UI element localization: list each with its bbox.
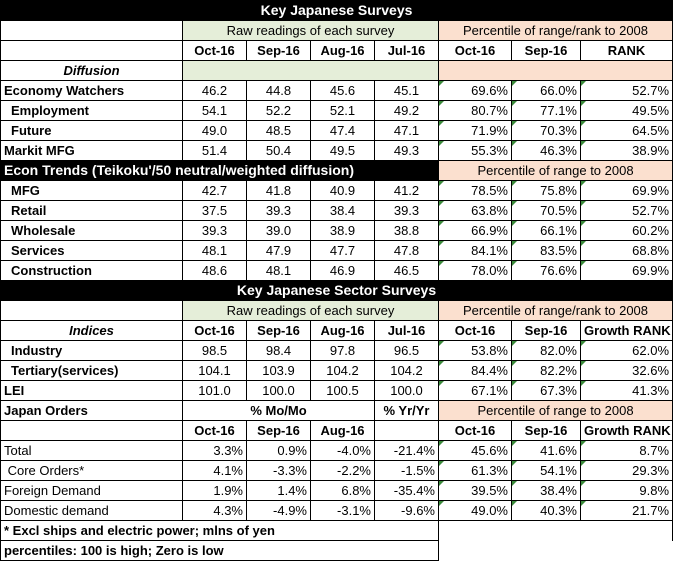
raw-value: 98.4 bbox=[247, 341, 311, 361]
raw-value: 49.3 bbox=[375, 141, 439, 161]
percentile-value: 82.0% bbox=[512, 341, 581, 361]
percentile-value: 38.4% bbox=[512, 481, 581, 501]
raw-value: 46.9 bbox=[311, 261, 375, 281]
raw-value: 0.9% bbox=[247, 441, 311, 461]
raw-value: 1.4% bbox=[247, 481, 311, 501]
shaded-cell bbox=[183, 61, 439, 81]
title-row bbox=[1, 1, 673, 21]
raw-value: -3.3% bbox=[247, 461, 311, 481]
blank-cell bbox=[1, 41, 183, 61]
diffusion-label: Diffusion bbox=[1, 61, 183, 81]
blank-cell bbox=[1, 301, 183, 321]
raw-value: 104.1 bbox=[183, 361, 247, 381]
row-label: Industry bbox=[1, 341, 183, 361]
percentile-value: 69.6% bbox=[439, 81, 512, 101]
percentile-value: 63.8% bbox=[439, 201, 512, 221]
month-header: Aug-16 bbox=[311, 41, 375, 61]
percentile-value: 78.0% bbox=[439, 261, 512, 281]
raw-value: 45.6 bbox=[311, 81, 375, 101]
section-title: Key Japanese Surveys bbox=[1, 1, 673, 21]
percentile-value: 77.1% bbox=[512, 101, 581, 121]
raw-value: 1.9% bbox=[183, 481, 247, 501]
row-label: Construction bbox=[1, 261, 183, 281]
percentile-value: 75.8% bbox=[512, 181, 581, 201]
raw-value: 101.0 bbox=[183, 381, 247, 401]
orders-data-row bbox=[1, 501, 673, 521]
percentile-col-header: Sep-16 bbox=[512, 421, 581, 441]
raw-value: -3.1% bbox=[311, 501, 375, 521]
percentile-value: 9.8% bbox=[581, 481, 673, 501]
raw-value: 38.9 bbox=[311, 221, 375, 241]
raw-value: 104.2 bbox=[311, 361, 375, 381]
percentile-value: 45.6% bbox=[439, 441, 512, 461]
percentile-value: 67.1% bbox=[439, 381, 512, 401]
raw-value: 100.0 bbox=[247, 381, 311, 401]
percentile-value: 66.0% bbox=[512, 81, 581, 101]
percentile-value: 41.3% bbox=[581, 381, 673, 401]
months-row bbox=[1, 41, 673, 61]
percentile-value: 49.0% bbox=[439, 501, 512, 521]
raw-value: 49.2 bbox=[375, 101, 439, 121]
raw-value: 51.4 bbox=[183, 141, 247, 161]
raw-value: -21.4% bbox=[375, 441, 439, 461]
raw-value: 50.4 bbox=[247, 141, 311, 161]
month-header: Aug-16 bbox=[311, 421, 375, 441]
raw-value: 41.2 bbox=[375, 181, 439, 201]
month-header: Aug-16 bbox=[311, 321, 375, 341]
percentile-header: Percentile of range to 2008 bbox=[439, 161, 673, 181]
percentile-value: 21.7% bbox=[581, 501, 673, 521]
blank-cell bbox=[1, 421, 183, 441]
percentile-value: 78.5% bbox=[439, 181, 512, 201]
row-label: LEI bbox=[1, 381, 183, 401]
raw-value: 100.0 bbox=[375, 381, 439, 401]
raw-readings-header: Raw readings of each survey bbox=[183, 301, 439, 321]
raw-value: -1.5% bbox=[375, 461, 439, 481]
orders-header-row bbox=[1, 401, 673, 421]
row-label: Retail bbox=[1, 201, 183, 221]
orders-data-row bbox=[1, 481, 673, 501]
shaded-cell bbox=[439, 61, 673, 81]
percentile-value: 38.9% bbox=[581, 141, 673, 161]
raw-value: 46.5 bbox=[375, 261, 439, 281]
raw-value: -2.2% bbox=[311, 461, 375, 481]
diffusion-data-row bbox=[1, 141, 673, 161]
diffusion-row bbox=[1, 61, 673, 81]
percentile-col-header: RANK bbox=[581, 41, 673, 61]
section-title: Key Japanese Sector Surveys bbox=[1, 281, 673, 301]
raw-value: 38.4 bbox=[311, 201, 375, 221]
percentile-value: 60.2% bbox=[581, 221, 673, 241]
raw-value: 47.4 bbox=[311, 121, 375, 141]
raw-value: 103.9 bbox=[247, 361, 311, 381]
raw-value: 104.2 bbox=[375, 361, 439, 381]
percentile-value: 80.7% bbox=[439, 101, 512, 121]
percentile-value: 70.3% bbox=[512, 121, 581, 141]
percentile-col-header: Growth RANK bbox=[581, 321, 673, 341]
econ-data-row bbox=[1, 241, 673, 261]
percentile-value: 68.8% bbox=[581, 241, 673, 261]
raw-value: 49.0 bbox=[183, 121, 247, 141]
raw-value: 44.8 bbox=[247, 81, 311, 101]
percentile-value: 83.5% bbox=[512, 241, 581, 261]
orders-data-row bbox=[1, 461, 673, 481]
raw-value: -35.4% bbox=[375, 481, 439, 501]
percentile-header: Percentile of range/rank to 2008 bbox=[439, 301, 673, 321]
percentile-value: 64.5% bbox=[581, 121, 673, 141]
econ-data-row bbox=[1, 201, 673, 221]
percentile-value: 32.6% bbox=[581, 361, 673, 381]
percentile-value: 69.9% bbox=[581, 181, 673, 201]
raw-value: 3.3% bbox=[183, 441, 247, 461]
header-row bbox=[1, 21, 673, 41]
month-header bbox=[375, 421, 439, 441]
raw-value: 6.8% bbox=[311, 481, 375, 501]
percentile-value: 71.9% bbox=[439, 121, 512, 141]
raw-value: 48.5 bbox=[247, 121, 311, 141]
percentile-header: Percentile of range to 2008 bbox=[439, 401, 673, 421]
month-header: Jul-16 bbox=[375, 321, 439, 341]
raw-value: -4.9% bbox=[247, 501, 311, 521]
orders-months-row bbox=[1, 421, 673, 441]
raw-value: 39.3 bbox=[375, 201, 439, 221]
diffusion-data-row bbox=[1, 81, 673, 101]
raw-value: 100.5 bbox=[311, 381, 375, 401]
percentile-value: 61.3% bbox=[439, 461, 512, 481]
raw-value: 54.1 bbox=[183, 101, 247, 121]
row-label: Foreign Demand bbox=[1, 481, 183, 501]
percentile-value: 29.3% bbox=[581, 461, 673, 481]
raw-value: 38.8 bbox=[375, 221, 439, 241]
month-header: Oct-16 bbox=[183, 41, 247, 61]
row-label: Services bbox=[1, 241, 183, 261]
raw-value: 47.7 bbox=[311, 241, 375, 261]
percentile-col-header: Sep-16 bbox=[512, 321, 581, 341]
row-label: Economy Watchers bbox=[1, 81, 183, 101]
percentile-value: 69.9% bbox=[581, 261, 673, 281]
footnote: * Excl ships and electric power; mlns of yen bbox=[1, 521, 439, 541]
percentile-value: 8.7% bbox=[581, 441, 673, 461]
blank-cell bbox=[439, 541, 673, 561]
raw-value: 52.1 bbox=[311, 101, 375, 121]
orders-label: Japan Orders bbox=[1, 401, 183, 421]
percentile-value: 52.7% bbox=[581, 81, 673, 101]
raw-value: 47.1 bbox=[375, 121, 439, 141]
diffusion-data-row bbox=[1, 121, 673, 141]
indices-header-row bbox=[1, 321, 673, 341]
month-header: Sep-16 bbox=[247, 41, 311, 61]
month-header: Sep-16 bbox=[247, 421, 311, 441]
raw-value: 37.5 bbox=[183, 201, 247, 221]
percentile-value: 53.8% bbox=[439, 341, 512, 361]
raw-value: -4.0% bbox=[311, 441, 375, 461]
row-label: Wholesale bbox=[1, 221, 183, 241]
raw-value: 98.5 bbox=[183, 341, 247, 361]
econ-data-row bbox=[1, 221, 673, 241]
percentile-value: 76.6% bbox=[512, 261, 581, 281]
raw-value: 97.8 bbox=[311, 341, 375, 361]
row-label: Tertiary(services) bbox=[1, 361, 183, 381]
row-label: Core Orders* bbox=[1, 461, 183, 481]
percentile-header: Percentile of range/rank to 2008 bbox=[439, 21, 673, 41]
header-row-2 bbox=[1, 301, 673, 321]
raw-value: 41.8 bbox=[247, 181, 311, 201]
row-label: Future bbox=[1, 121, 183, 141]
indices-data-row bbox=[1, 361, 673, 381]
raw-value: 52.2 bbox=[247, 101, 311, 121]
row-label: MFG bbox=[1, 181, 183, 201]
percentile-value: 54.1% bbox=[512, 461, 581, 481]
econ-data-row bbox=[1, 181, 673, 201]
raw-value: 39.0 bbox=[247, 221, 311, 241]
percentile-value: 66.1% bbox=[512, 221, 581, 241]
raw-value: 48.6 bbox=[183, 261, 247, 281]
month-header: Oct-16 bbox=[183, 421, 247, 441]
diffusion-data-row bbox=[1, 101, 673, 121]
month-header: Sep-16 bbox=[247, 321, 311, 341]
orders-data-row bbox=[1, 441, 673, 461]
percentile-value: 70.5% bbox=[512, 201, 581, 221]
raw-value: 40.9 bbox=[311, 181, 375, 201]
raw-value: 45.1 bbox=[375, 81, 439, 101]
raw-value: 47.9 bbox=[247, 241, 311, 261]
month-header: Oct-16 bbox=[183, 321, 247, 341]
raw-value: 39.3 bbox=[247, 201, 311, 221]
percentile-value: 82.2% bbox=[512, 361, 581, 381]
percentile-value: 49.5% bbox=[581, 101, 673, 121]
percentile-value: 40.3% bbox=[512, 501, 581, 521]
month-header: Jul-16 bbox=[375, 41, 439, 61]
percentile-value: 62.0% bbox=[581, 341, 673, 361]
lei-row bbox=[1, 381, 673, 401]
percentile-value: 66.9% bbox=[439, 221, 512, 241]
title-row-2 bbox=[1, 281, 673, 301]
econ-trends-header-row bbox=[1, 161, 673, 181]
percentile-col-header: Oct-16 bbox=[439, 41, 512, 61]
percentile-col-header: Sep-16 bbox=[512, 41, 581, 61]
row-label: Total bbox=[1, 441, 183, 461]
percentile-col-header: Oct-16 bbox=[439, 421, 512, 441]
yoy-label: % Yr/Yr bbox=[375, 401, 439, 421]
indices-data-row bbox=[1, 341, 673, 361]
percentile-value: 52.7% bbox=[581, 201, 673, 221]
percentile-value: 55.3% bbox=[439, 141, 512, 161]
blank-cell bbox=[439, 521, 673, 541]
footnote-row-1 bbox=[1, 521, 673, 541]
row-label: Domestic demand bbox=[1, 501, 183, 521]
raw-value: 48.1 bbox=[183, 241, 247, 261]
raw-value: 4.1% bbox=[183, 461, 247, 481]
percentile-value: 84.4% bbox=[439, 361, 512, 381]
percentile-value: 46.3% bbox=[512, 141, 581, 161]
raw-value: 4.3% bbox=[183, 501, 247, 521]
raw-value: 49.5 bbox=[311, 141, 375, 161]
raw-value: -9.6% bbox=[375, 501, 439, 521]
raw-value: 39.3 bbox=[183, 221, 247, 241]
raw-value: 46.2 bbox=[183, 81, 247, 101]
footnote-row-2 bbox=[1, 541, 673, 561]
econ-data-row bbox=[1, 261, 673, 281]
row-label: Employment bbox=[1, 101, 183, 121]
percentile-col-header: Oct-16 bbox=[439, 321, 512, 341]
indices-label: Indices bbox=[1, 321, 183, 341]
raw-value: 96.5 bbox=[375, 341, 439, 361]
row-label: Markit MFG bbox=[1, 141, 183, 161]
raw-value: 42.7 bbox=[183, 181, 247, 201]
raw-value: 48.1 bbox=[247, 261, 311, 281]
raw-readings-header: Raw readings of each survey bbox=[183, 21, 439, 41]
percentile-value: 39.5% bbox=[439, 481, 512, 501]
percentile-col-header: Growth RANK bbox=[581, 421, 673, 441]
econ-trends-label: Econ Trends (Teikoku'/50 neutral/weighted diffusion) bbox=[1, 161, 439, 181]
footnote: percentiles: 100 is high; Zero is low bbox=[1, 541, 439, 561]
percentile-value: 67.3% bbox=[512, 381, 581, 401]
blank-cell bbox=[1, 21, 183, 41]
percentile-value: 84.1% bbox=[439, 241, 512, 261]
percentile-value: 41.6% bbox=[512, 441, 581, 461]
raw-value: 47.8 bbox=[375, 241, 439, 261]
mom-label: % Mo/Mo bbox=[183, 401, 375, 421]
